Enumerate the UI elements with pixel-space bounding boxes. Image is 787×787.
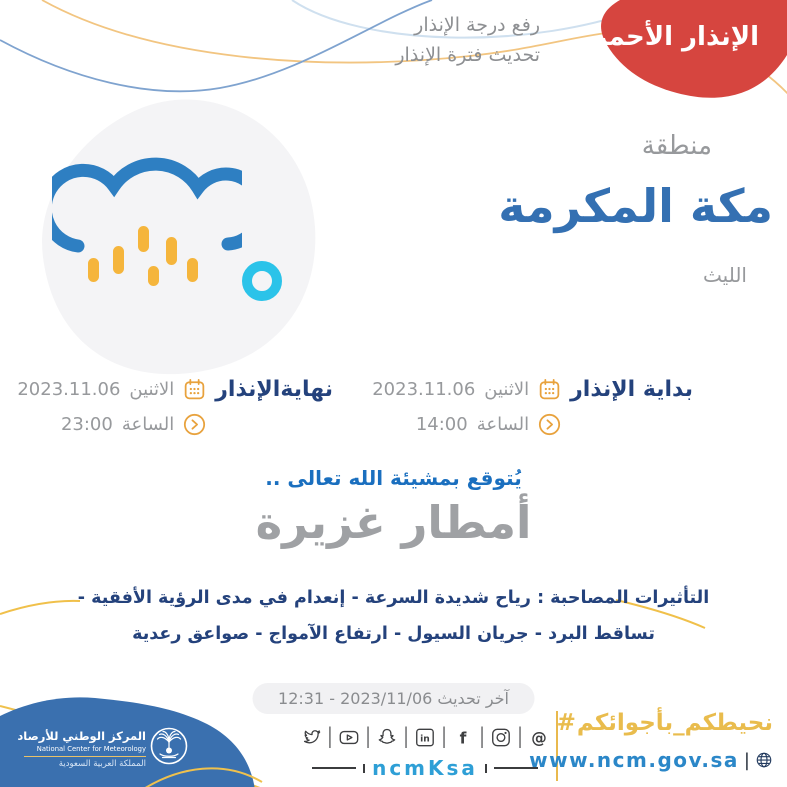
- ncm-logo-text: [17, 729, 146, 769]
- website-row: www.ncm.gov.sa |: [529, 748, 773, 772]
- social-handle-row: [300, 756, 550, 780]
- region-area: الليث: [703, 263, 747, 287]
- alert-level-badge: الإنذار الأحمر: [592, 22, 759, 52]
- alert-end-date-value: 2023.11.06: [17, 379, 121, 400]
- alert-end-time-value: 23:00: [60, 414, 113, 435]
- last-update-badge: آخر تحديث 2023/11/06 - 12:31: [252, 683, 535, 714]
- alert-end-hour-label: الساعة: [121, 414, 175, 435]
- raindrop: [187, 258, 198, 282]
- alert-start-hour-label: الساعة: [476, 414, 530, 435]
- youtube-icon[interactable]: [338, 726, 360, 749]
- effects-line1: التأثيرات المصاحبة : رياح شديدة السرعة - إنعدام في مدى الرؤية الأفقية -: [77, 588, 710, 608]
- svg-text:@: @: [531, 728, 547, 747]
- region-name: مكة المكرمة: [498, 179, 773, 233]
- forecast-effects: [0, 580, 787, 652]
- raindrop: [166, 237, 177, 265]
- org-name-arabic: المركز الوطني للأرصاد: [17, 729, 146, 743]
- alert-start-block: [372, 377, 693, 437]
- ring-decoration: [242, 261, 282, 301]
- alert-end-time: [61, 414, 174, 435]
- alert-start-date: [372, 379, 529, 400]
- alert-start-title: بداية الإنذار: [570, 377, 693, 402]
- facebook-icon[interactable]: [452, 726, 474, 749]
- alert-update-note: [395, 10, 540, 70]
- hashtag-prefix: #: [556, 710, 576, 736]
- svg-text:f: f: [459, 728, 467, 747]
- clock-icon: [537, 412, 562, 437]
- snapchat-icon[interactable]: [376, 726, 398, 749]
- instagram-icon[interactable]: [490, 726, 512, 749]
- alert-end-day: الاثنين: [129, 379, 175, 400]
- hashtag-text: نحيطكم_بأجوائكم: [576, 710, 773, 736]
- forecast-event: أمطار غزيرة: [255, 496, 532, 549]
- alert-start-day: الاثنين: [484, 379, 530, 400]
- twitter-icon[interactable]: [300, 726, 322, 749]
- update-note-line1: رفع درجة الإنذار: [414, 14, 540, 36]
- clock-icon: [182, 412, 207, 437]
- ncm-emblem-icon: [149, 726, 189, 766]
- alert-start-time-value: 14:00: [415, 414, 468, 435]
- calendar-icon: [537, 377, 562, 402]
- raindrop: [148, 266, 159, 286]
- region-label: منطقة: [641, 131, 712, 161]
- globe-icon: [755, 751, 773, 769]
- social-handle[interactable]: ncmKsa: [372, 756, 478, 780]
- org-divider: [24, 756, 146, 757]
- alert-end-block: [17, 377, 333, 437]
- org-name-english: National Center for Meteorology: [36, 745, 146, 753]
- svg-text:in: in: [420, 734, 430, 745]
- alert-start-date-value: 2023.11.06: [372, 379, 476, 400]
- alert-start-time: [416, 414, 529, 435]
- campaign-hashtag[interactable]: [557, 710, 773, 736]
- update-note-line2: تحديث فترة الإنذار: [395, 44, 540, 66]
- threads-icon[interactable]: [528, 726, 550, 749]
- org-country: المملكة العربية السعودية: [58, 759, 146, 769]
- raindrop: [88, 258, 99, 282]
- red-alert-blob: [547, 0, 787, 120]
- alert-end-date: [17, 379, 174, 400]
- raindrop: [138, 226, 149, 252]
- social-icons-row: | | | in | f | | @: [300, 722, 550, 752]
- effects-line2: تساقط البرد - جريان السيول - ارتفاع الآمواج - صواعق رعدية: [132, 624, 655, 644]
- website-link[interactable]: www.ncm.gov.sa: [529, 748, 739, 772]
- forecast-intro: يُتوقع بمشيئة الله تعالى ..: [265, 466, 522, 490]
- alert-end-title: نهايةالإنذار: [215, 377, 333, 402]
- calendar-icon: [182, 377, 207, 402]
- linkedin-icon[interactable]: [414, 726, 436, 749]
- raindrop: [113, 246, 124, 274]
